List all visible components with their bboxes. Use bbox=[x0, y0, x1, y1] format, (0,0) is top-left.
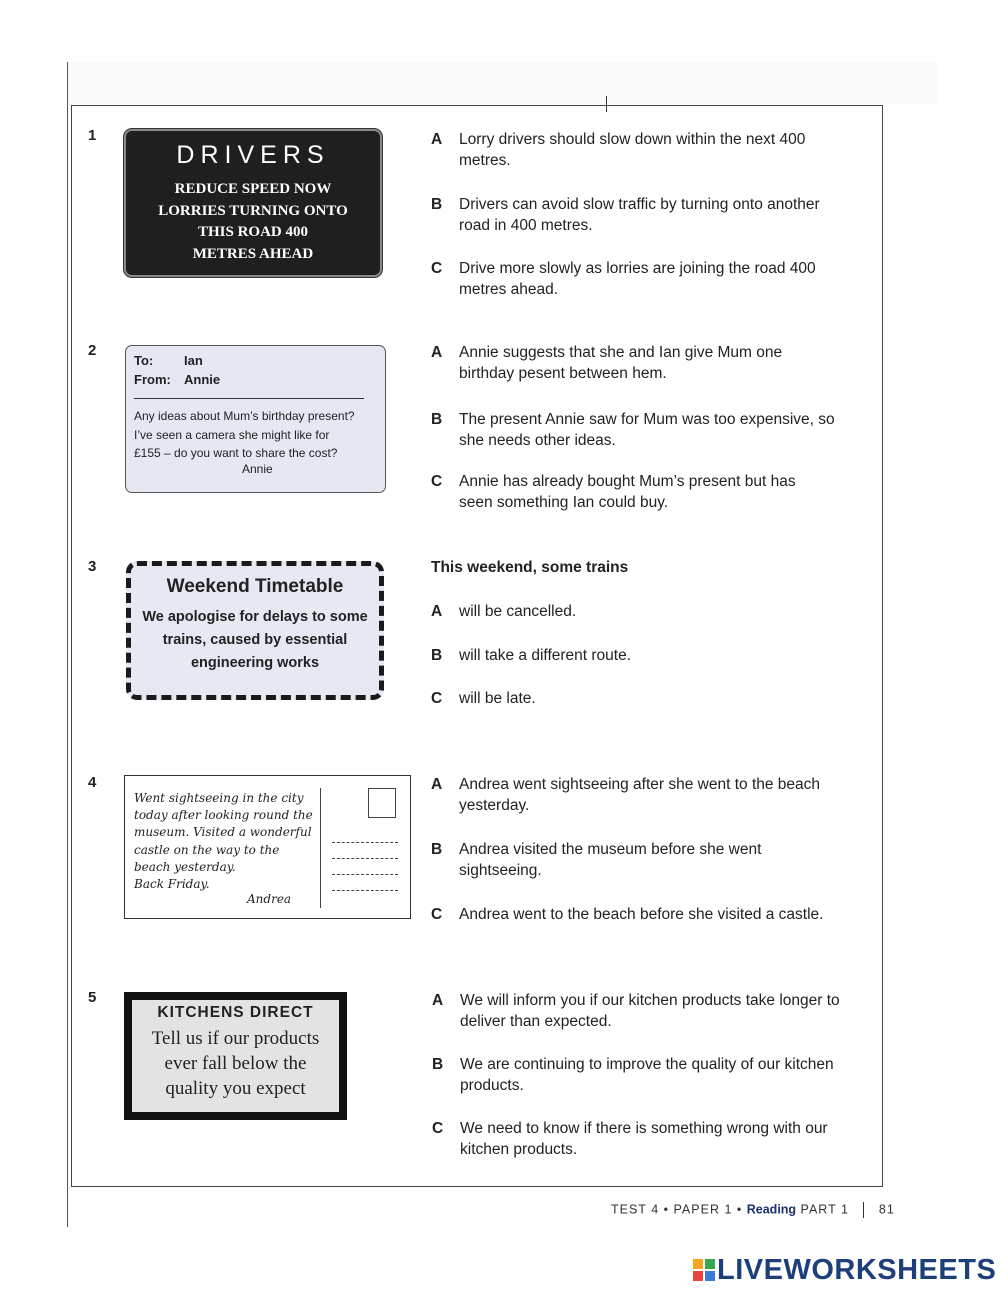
notice-line: ever fall below the bbox=[164, 1053, 307, 1074]
memo-to: Ian bbox=[184, 353, 203, 368]
sign-line: REDUCE SPEED NOW bbox=[174, 181, 332, 197]
option-text: Andrea went to the beach before she visited a castle. bbox=[459, 906, 824, 923]
footer-section: Reading bbox=[746, 1202, 797, 1217]
option-letter: C bbox=[431, 690, 443, 707]
logo-square bbox=[693, 1271, 703, 1281]
page-number: 81 bbox=[878, 1202, 895, 1217]
notice-line: quality you expect bbox=[165, 1078, 306, 1099]
notice-line: engineering works bbox=[190, 655, 320, 671]
question-1-option-c[interactable] bbox=[431, 258, 851, 300]
notice-title: KITCHENS DIRECT bbox=[157, 1004, 314, 1021]
question-1-option-b[interactable] bbox=[431, 194, 851, 236]
footer-paper: PAPER 1 bbox=[673, 1202, 733, 1217]
question-1-number: 1 bbox=[88, 127, 97, 144]
liveworksheets-logo-icon bbox=[693, 1259, 715, 1281]
option-text: We are continuing to improve the quality of our kitchen products. bbox=[460, 1056, 834, 1094]
page-footer bbox=[611, 1202, 895, 1218]
notice-line: Tell us if our products bbox=[151, 1028, 320, 1049]
stamp-box bbox=[368, 788, 396, 818]
question-4-option-b[interactable] bbox=[431, 839, 851, 881]
option-text: Drive more slowly as lorries are joining the road 400 metres ahead. bbox=[459, 260, 816, 298]
brand-name: LIVEWORKSHEETS bbox=[717, 1254, 997, 1286]
memo-from: Annie bbox=[184, 372, 221, 387]
postcard-line: today after looking round the bbox=[134, 808, 313, 823]
footer-bullet: • bbox=[736, 1202, 743, 1217]
memo-from-label: From: bbox=[134, 372, 171, 387]
question-3-number: 3 bbox=[88, 558, 97, 575]
question-5-option-c[interactable] bbox=[432, 1118, 852, 1160]
option-text: We will inform you if our kitchen products take longer to deliver than expected. bbox=[460, 992, 840, 1030]
kitchens-direct-notice bbox=[124, 992, 347, 1120]
option-letter: B bbox=[431, 647, 443, 664]
option-letter: C bbox=[431, 906, 443, 923]
notice-title: Weekend Timetable bbox=[166, 576, 344, 597]
drivers-road-sign bbox=[124, 129, 382, 277]
question-3-option-b[interactable] bbox=[431, 645, 851, 666]
option-letter: A bbox=[431, 603, 443, 620]
option-letter: A bbox=[431, 131, 443, 148]
option-letter: B bbox=[431, 411, 443, 428]
address-line bbox=[332, 842, 398, 843]
question-2-option-a[interactable] bbox=[431, 342, 851, 384]
option-text: Andrea went sightseeing after she went to the beach yesterday. bbox=[459, 776, 821, 814]
option-letter: A bbox=[431, 776, 443, 793]
question-1-option-a[interactable] bbox=[431, 129, 851, 171]
option-letter: B bbox=[432, 1056, 444, 1073]
question-2-option-b[interactable] bbox=[431, 409, 851, 451]
memo-signature: Annie bbox=[242, 462, 273, 476]
memo-line: £155 – do you want to share the cost? bbox=[134, 446, 338, 460]
option-letter: C bbox=[431, 473, 443, 490]
question-4-number: 4 bbox=[88, 774, 97, 791]
question-4-option-a[interactable] bbox=[431, 774, 851, 816]
question-3-stem: This weekend, some trains bbox=[431, 559, 629, 576]
option-text: Lorry drivers should slow down within the next 400 metres. bbox=[459, 131, 806, 169]
option-text: Drivers can avoid slow traffic by turning onto another road in 400 metres. bbox=[459, 196, 820, 234]
footer-bullet: • bbox=[663, 1202, 670, 1217]
option-letter: C bbox=[432, 1120, 444, 1137]
option-text: Andrea visited the museum before she went sightseeing. bbox=[459, 841, 762, 879]
notice-line: We apologise for delays to some bbox=[142, 609, 368, 625]
question-3-option-a[interactable] bbox=[431, 601, 851, 622]
option-letter: A bbox=[432, 992, 444, 1009]
frame-tick-mark bbox=[606, 96, 607, 112]
postcard-line: museum. Visited a wonderful bbox=[134, 825, 312, 840]
address-line bbox=[332, 890, 398, 891]
question-5-option-a[interactable] bbox=[432, 990, 852, 1032]
page-top-margin bbox=[68, 62, 938, 104]
option-text: Annie suggests that she and Ian give Mum one birthday pesent between hem. bbox=[459, 344, 783, 382]
option-letter: B bbox=[431, 196, 443, 213]
sign-title: DRIVERS bbox=[176, 141, 330, 169]
logo-square bbox=[693, 1259, 703, 1269]
logo-square bbox=[705, 1259, 715, 1269]
memo-divider bbox=[134, 398, 364, 399]
question-5-option-b[interactable] bbox=[432, 1054, 852, 1096]
footer-separator bbox=[863, 1202, 864, 1218]
memo-line: I’ve seen a camera she might like for bbox=[134, 427, 330, 442]
option-letter: C bbox=[431, 260, 443, 277]
footer-test: TEST 4 bbox=[611, 1202, 660, 1217]
memo-to-label: To: bbox=[134, 353, 154, 368]
footer-part: PART 1 bbox=[800, 1202, 849, 1217]
question-2-option-c[interactable] bbox=[431, 471, 851, 513]
postcard-line: Went sightseeing in the city bbox=[134, 791, 304, 805]
postcard-signature: Andrea bbox=[247, 892, 292, 906]
option-text: The present Annie saw for Mum was too expensive, so she needs other ideas. bbox=[459, 411, 835, 449]
postcard-line: beach yesterday. bbox=[134, 859, 236, 874]
weekend-timetable-notice bbox=[126, 561, 384, 700]
option-text: will be cancelled. bbox=[459, 603, 577, 620]
question-5-number: 5 bbox=[88, 989, 97, 1006]
option-text: Annie has already bought Mum’s present but has seen something Ian could buy. bbox=[459, 473, 796, 511]
question-4-option-c[interactable] bbox=[431, 904, 851, 925]
sign-line: THIS ROAD 400 bbox=[197, 224, 309, 240]
postcard-line: castle on the way to the bbox=[134, 842, 280, 857]
notice-line: trains, caused by essential bbox=[162, 632, 348, 648]
postcard-line: Back Friday. bbox=[134, 877, 210, 892]
memo-note bbox=[125, 345, 386, 493]
postcard-divider bbox=[320, 788, 321, 908]
address-line bbox=[332, 874, 398, 875]
option-text: will take a different route. bbox=[459, 647, 632, 664]
option-text: will be late. bbox=[459, 690, 536, 707]
option-letter: B bbox=[431, 841, 443, 858]
sign-line: METRES AHEAD bbox=[192, 245, 314, 262]
sign-line: LORRIES TURNING ONTO bbox=[158, 202, 348, 219]
option-text: We need to know if there is something wrong with our kitchen products. bbox=[460, 1120, 828, 1158]
logo-square bbox=[705, 1271, 715, 1281]
page-left-rule bbox=[67, 62, 68, 1227]
question-2-number: 2 bbox=[88, 342, 97, 359]
option-letter: A bbox=[431, 344, 443, 361]
memo-line: Any ideas about Mum’s birthday present? bbox=[134, 409, 355, 423]
question-3-option-c[interactable] bbox=[431, 688, 851, 709]
postcard bbox=[124, 775, 411, 919]
address-line bbox=[332, 858, 398, 859]
